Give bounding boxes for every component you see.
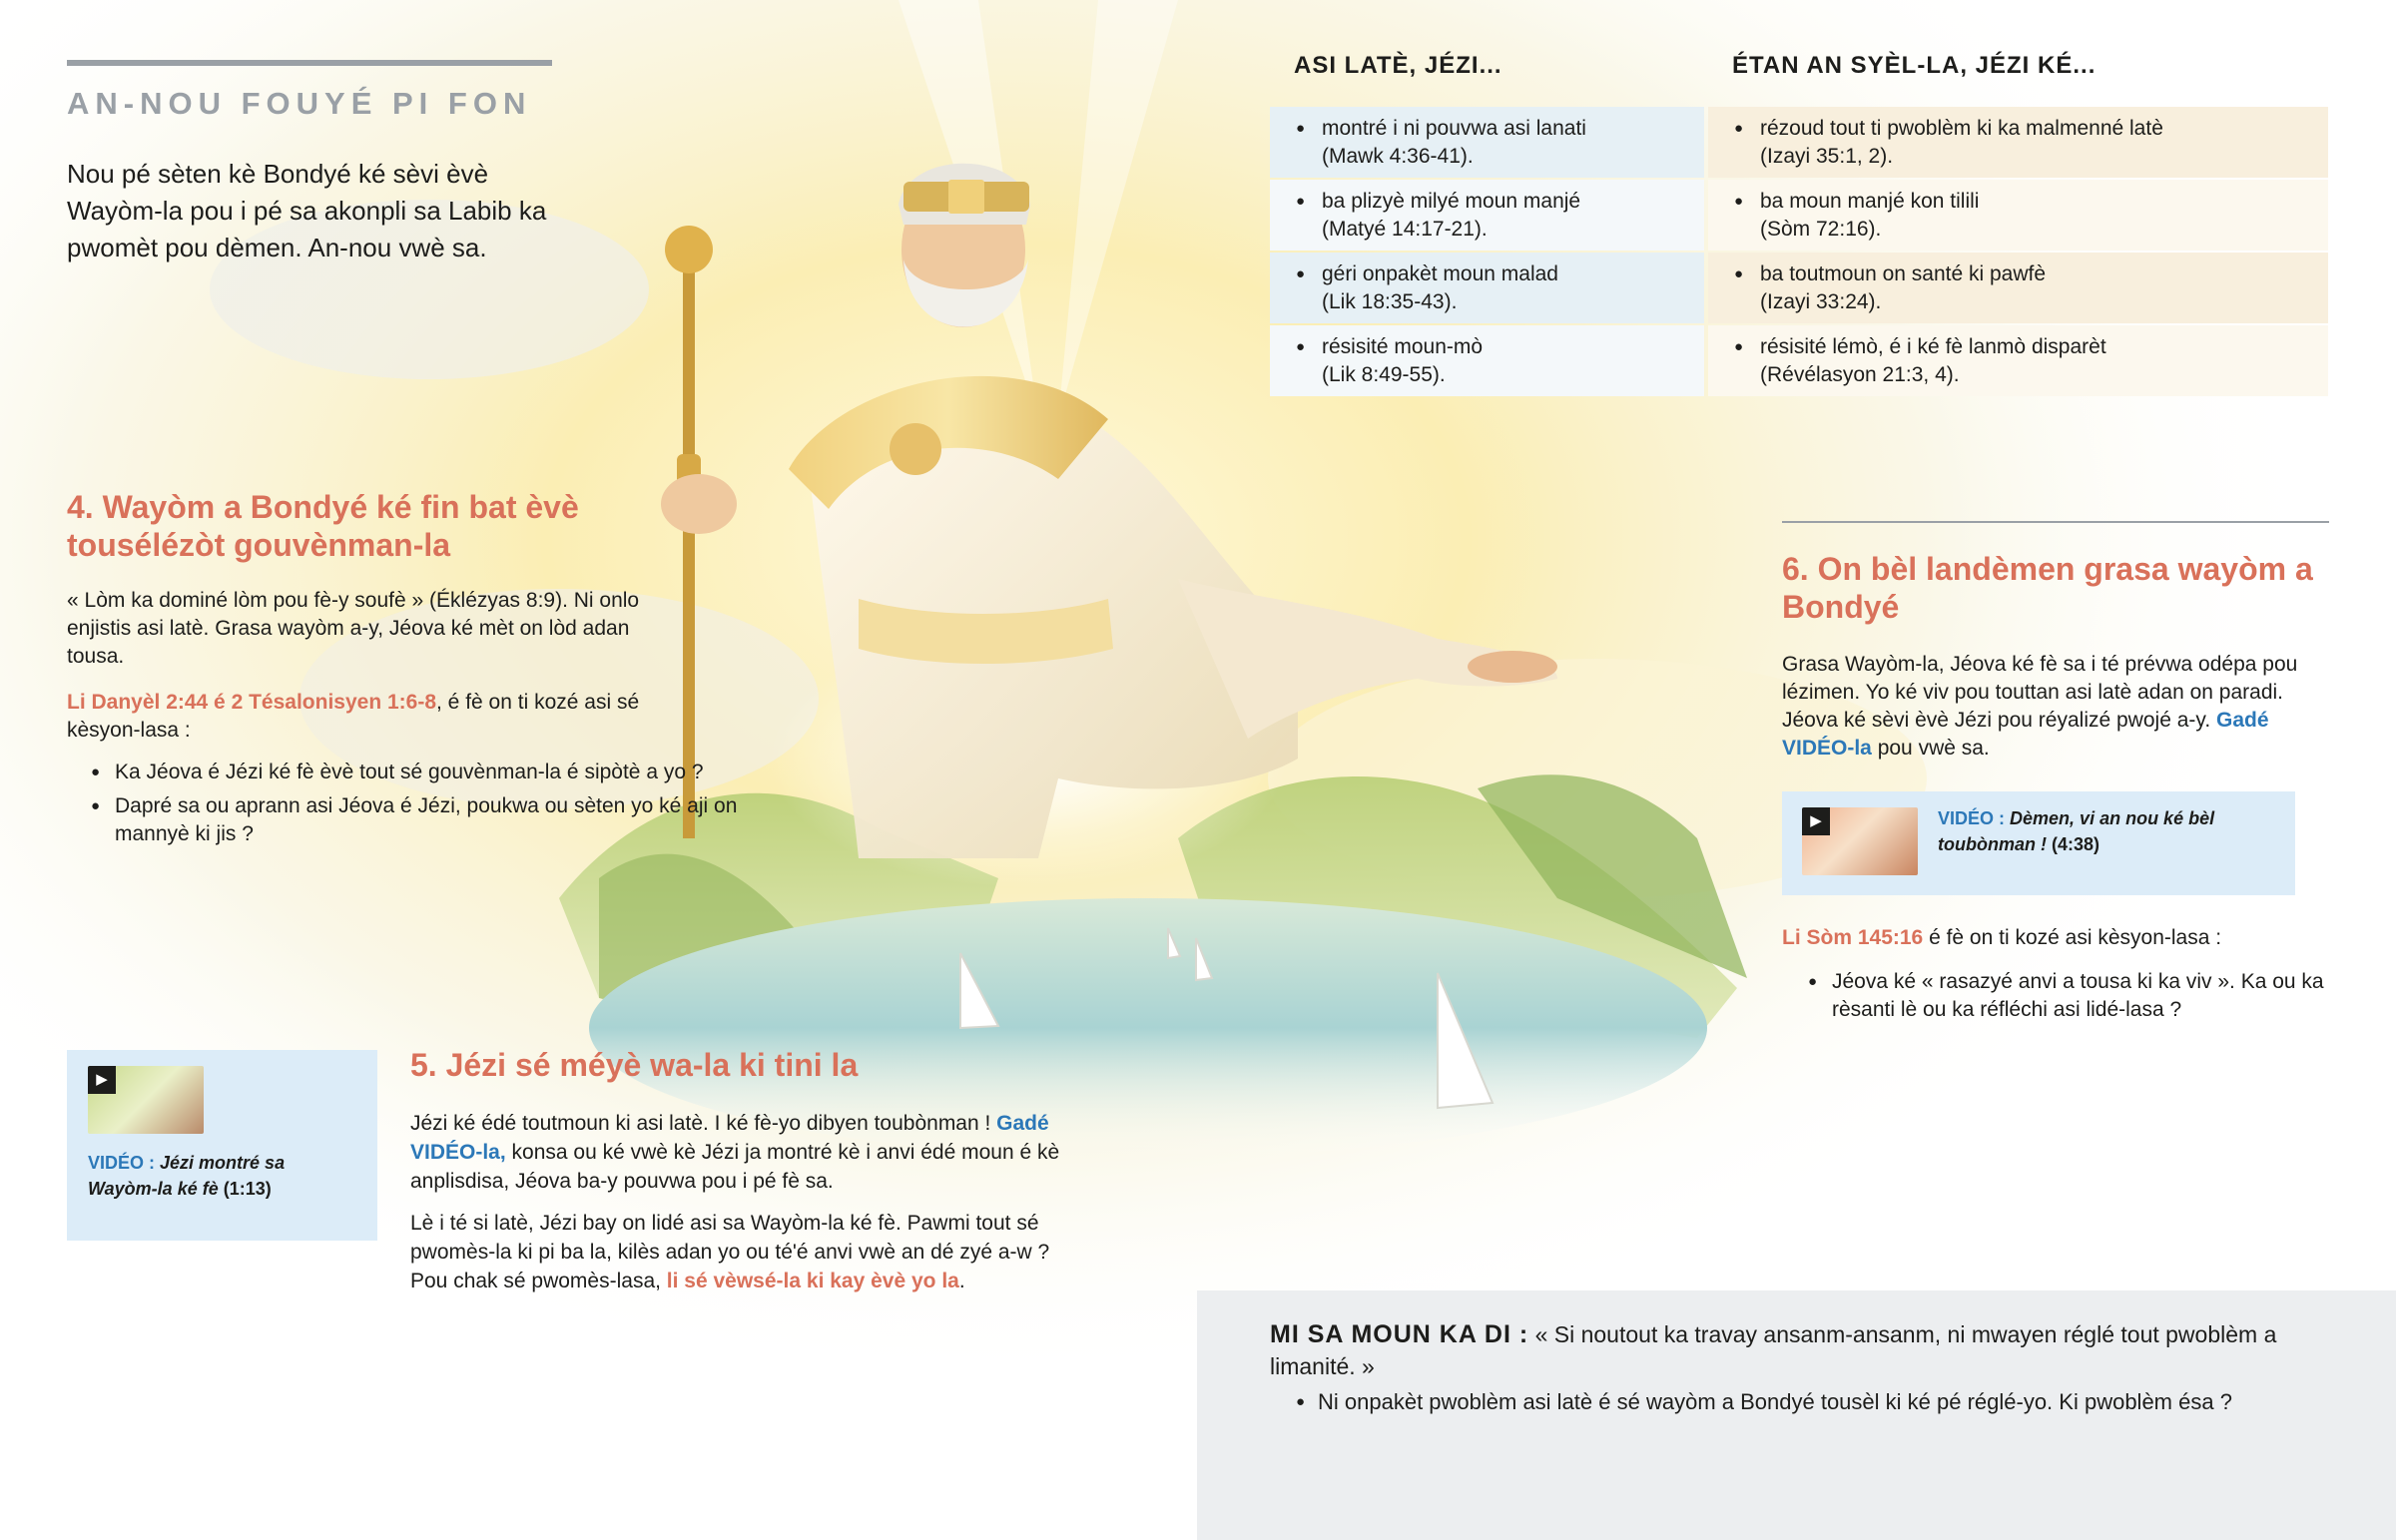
cell-text: ● ba moun manjé kon tilili [1760, 190, 1980, 213]
reading-instruction: , é fè on ti kozé asi sé kèsyon-lasa : [67, 691, 640, 742]
video-card-jesus-kingdom[interactable] [67, 1050, 377, 1241]
paragraph-text: Grasa Wayòm-la, Jéova ké fè sa i té prévwa odépa pou lézimen. Yo ké viv pou touttan asi latè adan on paradi. Jéova ké sèvi èvè Jézi pou réyalizé pwojé a-y. [1782, 653, 2298, 732]
watch-video-link[interactable]: Gadé VIDÉO-la, [410, 1112, 1049, 1164]
table-row [1270, 325, 2328, 396]
table-cell-heaven [1708, 107, 2328, 178]
people-say-quote [1270, 1318, 2368, 1382]
video-card-future[interactable] [1782, 791, 2295, 895]
table-cell-earth [1270, 107, 1704, 178]
deep-study-title: AN-NOU FOUYÉ PI FON [67, 86, 532, 121]
intro-text: Nou pé sèten kè Bondyé ké sèvi èvè Wayòm-la pou i pé sa akonpli sa Labib ka pwomèt pou dèmen. An-nou vwè sa. [67, 159, 547, 262]
section-6-rule [1782, 521, 2329, 523]
table-header-heaven: ÉTAN AN SYÈL-LA, JÉZI KÉ... [1732, 52, 2096, 79]
play-icon[interactable]: ▶ [1802, 807, 1830, 835]
table-row [1270, 107, 2328, 178]
video-title: Dèmen, vi an nou ké bèl toubònman ! [1938, 808, 2215, 854]
table-cell-earth [1270, 325, 1704, 396]
video-duration: (1:13) [223, 1179, 272, 1199]
cell-reference[interactable]: (Izayi 35:1, 2). [1760, 145, 1894, 168]
table-cell-heaven [1708, 253, 2328, 323]
bible-reference-link[interactable]: Li Sòm 145:16 [1782, 926, 1924, 949]
cell-text: ● ba plizyè milyé moun manjé [1322, 190, 1581, 213]
cell-reference[interactable]: (Lik 8:49-55). [1322, 363, 1446, 386]
deep-study-rule [67, 60, 552, 66]
section-6-title: 6. On bèl landèmen grasa wayòm a Bondyé [1782, 551, 2313, 625]
table-cell-earth [1270, 253, 1704, 323]
cell-reference[interactable]: (Sòm 72:16). [1760, 218, 1882, 241]
section-4-questions [67, 759, 766, 854]
section-4-reading [67, 689, 706, 745]
table-cell-earth [1270, 180, 1704, 251]
cell-text: ● ba toutmoun on santé ki pawfè [1760, 262, 2047, 285]
cell-reference[interactable]: (Matyé 14:17-21). [1322, 218, 1488, 241]
cell-reference[interactable]: (Révélasyon 21:3, 4). [1760, 363, 1960, 386]
video-duration: (4:38) [2052, 834, 2100, 854]
question-item: ● Ni onpakèt pwoblèm asi latè é sé wayòm a Bondyé tousèl ki ké pé réglé-yo. Ki pwoblèm ésa ? [1270, 1388, 2368, 1416]
cell-text: ● résisité moun-mò [1322, 335, 1484, 358]
table-row [1270, 253, 2328, 323]
paragraph-text: . [958, 1270, 965, 1292]
cell-reference[interactable]: (Izayi 33:24). [1760, 290, 1882, 313]
question-item: ● Dapré sa ou aprann asi Jéova é Jézi, poukwa ou sèten yo ké aji on mannyè ki jis ? [67, 792, 766, 848]
section-6-reading [1782, 924, 2341, 952]
section-5-paragraph-2 [410, 1209, 1069, 1295]
cell-text: ● montré i ni pouvwa asi lanati [1322, 117, 1586, 140]
table-row [1270, 180, 2328, 251]
bible-reference-link[interactable]: Li Danyèl 2:44 é 2 Tésalonisyen 1:6-8 [67, 691, 437, 714]
section-4-title: 4. Wayòm a Bondyé ké fin bat èvè tousélézòt gouvènman-la [67, 489, 579, 563]
table-cell-heaven [1708, 180, 2328, 251]
cell-text: ● géri onpakèt moun malad [1322, 262, 1558, 285]
video-caption [1938, 805, 2277, 857]
video-thumbnail[interactable] [88, 1066, 204, 1134]
play-icon[interactable]: ▶ [88, 1066, 116, 1094]
paragraph-text: konsa ou ké vwè kè Jézi ja montré kè i anvi édé moun é kè anplisdisa, Jéova ba-y pouvwa pou i pé fè sa. [410, 1141, 1060, 1193]
video-title: Jézi montré sa Wayòm-la ké fè [88, 1153, 286, 1199]
question-item: ● Jéova ké « rasazyé anvi a tousa ki ka viv ». Ka ou ka rèsanti lè ou ka réfléchi asi lidé-lasa ? [1782, 968, 2341, 1024]
video-label: VIDÉO : [1938, 808, 2006, 828]
video-thumbnail[interactable] [1802, 807, 1918, 875]
cell-text: ● rézoud tout ti pwoblèm ki ka malmenné latè [1760, 117, 2163, 140]
cell-reference[interactable]: (Lik 18:35-43). [1322, 290, 1458, 313]
paragraph-text: Lè i té si latè, Jézi bay on lidé asi sa Wayòm-la ké fè. Pawmi tout sé pwomès-la ki pi ba la, kilès adan yo ou té'é anvi vwè an dé zyé a-w ? Pou chak sé pwomès-lasa, [410, 1212, 1050, 1292]
watch-video-link[interactable]: Gadé VIDÉO-la [1782, 709, 2269, 760]
section-5-paragraph-1 [410, 1109, 1069, 1196]
cell-text: ● résisité lémò, é i ké fè lanmò disparèt [1760, 335, 2106, 358]
verses-link[interactable]: li sé vèwsé-la ki kay èvè yo la [666, 1270, 959, 1292]
question-item: ● Ka Jéova é Jézi ké fè èvè tout sé gouvènman-la é sipòtè a yo ? [67, 759, 766, 786]
people-say-questions [1270, 1388, 2368, 1422]
people-say-label: MI SA MOUN KA DI : [1270, 1320, 1529, 1348]
people-say-panel [1197, 1290, 2396, 1540]
quote-text: « Si noutout ka travay ansanm-ansanm, ni mwayen réglé tout pwoblèm a limanité. » [1270, 1321, 2277, 1379]
section-6-paragraph [1782, 651, 2341, 763]
section-6-questions [1782, 968, 2341, 1030]
table-cell-heaven [1708, 325, 2328, 396]
reading-instruction: é fè on ti kozé asi kèsyon-lasa : [1923, 926, 2222, 949]
cell-reference[interactable]: (Mawk 4:36-41). [1322, 145, 1474, 168]
video-caption [88, 1150, 357, 1202]
section-4-quote: « Lòm ka dominé lòm pou fè-y soufè » (Éklézyas 8:9). Ni onlo enjistis asi latè. Grasa wayòm a-y, Jéova ké mèt on lòd adan tousa. [67, 589, 640, 668]
paragraph-text: Jézi ké édé toutmoun ki asi latè. I ké fè-yo dibyen toubònman ! [410, 1112, 997, 1135]
table-header-earth: ASI LATÈ, JÉZI... [1294, 52, 1502, 79]
video-label: VIDÉO : [88, 1153, 156, 1173]
section-5-title: 5. Jézi sé méyè wa-la ki tini la [410, 1047, 859, 1083]
paragraph-text: pou vwè sa. [1871, 737, 1990, 760]
